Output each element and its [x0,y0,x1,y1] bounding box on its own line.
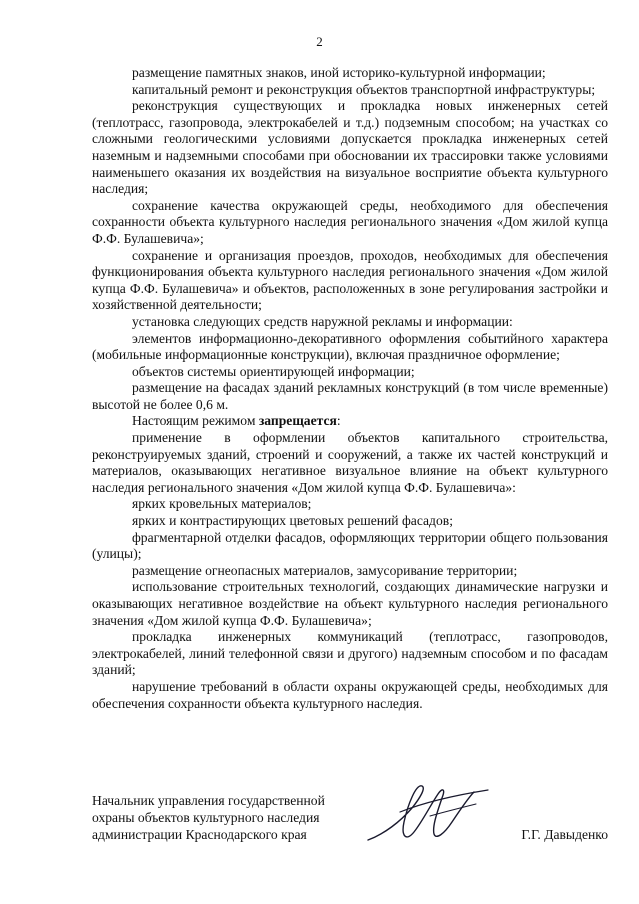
paragraph: сохранение качества окружающей среды, необходимого для обеспечения сохранности объекта культурного наследия регионального значения «Дом жилой купца Ф.Ф. Булашевича»; [92,197,608,246]
prohibited-intro-colon: : [336,413,341,429]
signer-position-line: Начальник управления государственной [92,793,325,808]
handwritten-signature [360,782,500,852]
signer-name: Г.Г. Давыденко [521,827,608,842]
prohibited-intro [92,413,608,430]
paragraph: сохранение и организация проездов, проходов, необходимых для обеспечения функционирования объекта культурного наследия регионального значения «Дом жилой купца Ф.Ф. Булашевича» и объектов, расположенных в зоне регулирования застройки и хозяйственной деятельности; [92,247,608,313]
prohibited-item: нарушение требований в области охраны окружающей среды, необходимых для обеспечения сохранности объекта культурного наследия. [92,678,608,711]
prohibited-item: прокладка инженерных коммуникаций (теплотрасс, газопроводов, электрокабелей, линий телефонной связи и другого) надземным способом и по фасадам зданий; [92,629,608,678]
signature-block [92,792,608,852]
paragraph: размещение памятных знаков, иной историко-культурной информации; [132,65,546,80]
prohibited-keyword: запрещается [258,413,337,429]
prohibited-item: размещение огнеопасных материалов, замусоривание территории; [132,562,518,578]
prohibited-item: применение в оформлении объектов капитального строительства, реконструируемых зданий, строений и сооружений, а также их частей конструкций и материалов, оказывающих негативное визуальное влияние на объект культурного наследия регионального значения «Дом жилой купца Ф.Ф. Булашевича»: [92,430,608,495]
prohibited-item: фрагментарной отделки фасадов, оформляющих территории общего пользования (улицы); [92,529,608,562]
paragraph: реконструкция существующих и прокладка новых инженерных сетей (теплотрасс, газопровода, электрокабелей и т.д.) подземным способом; на участках со сложными геологическими условиями допускается прокладка инженерных сетей наземным и надземными способами при обосновании их трассировки также условиями наименьшего оказания их воздействия на визуальное восприятие объекта культурного наследия; [92,98,608,197]
signer-position-line: охраны объектов культурного наследия [92,810,320,825]
paragraph: объектов системы ориентирующей информации; [132,363,415,379]
prohibited-item: ярких и контрастирующих цветовых решений фасадов; [132,513,453,529]
prohibited-item: ярких кровельных материалов; [132,496,312,512]
document-body [92,65,608,712]
prohibited-item: использование строительных технологий, создающих динамические нагрузки и оказывающих негативное воздействие на объект культурного наследия регионального значения «Дом жилой купца Ф.Ф. Булашевича»; [92,579,608,628]
signer-position [92,792,392,843]
paragraph: установка следующих средств наружной рекламы и информации: [132,313,513,329]
prohibited-intro-text: Настоящим режимом [132,413,259,429]
paragraph: элементов информационно-декоративного оформления событийного характера (мобильные информационные конструкции), включая праздничное оформление; [92,330,608,363]
signer-position-line: администрации Краснодарского края [92,827,307,842]
paragraph: капитальный ремонт и реконструкция объектов транспортной инфраструктуры; [132,81,596,97]
page-number: 2 [316,34,323,49]
paragraph: размещение на фасадах зданий рекламных конструкций (в том числе временные) высотой не более 0,6 м. [92,380,608,412]
